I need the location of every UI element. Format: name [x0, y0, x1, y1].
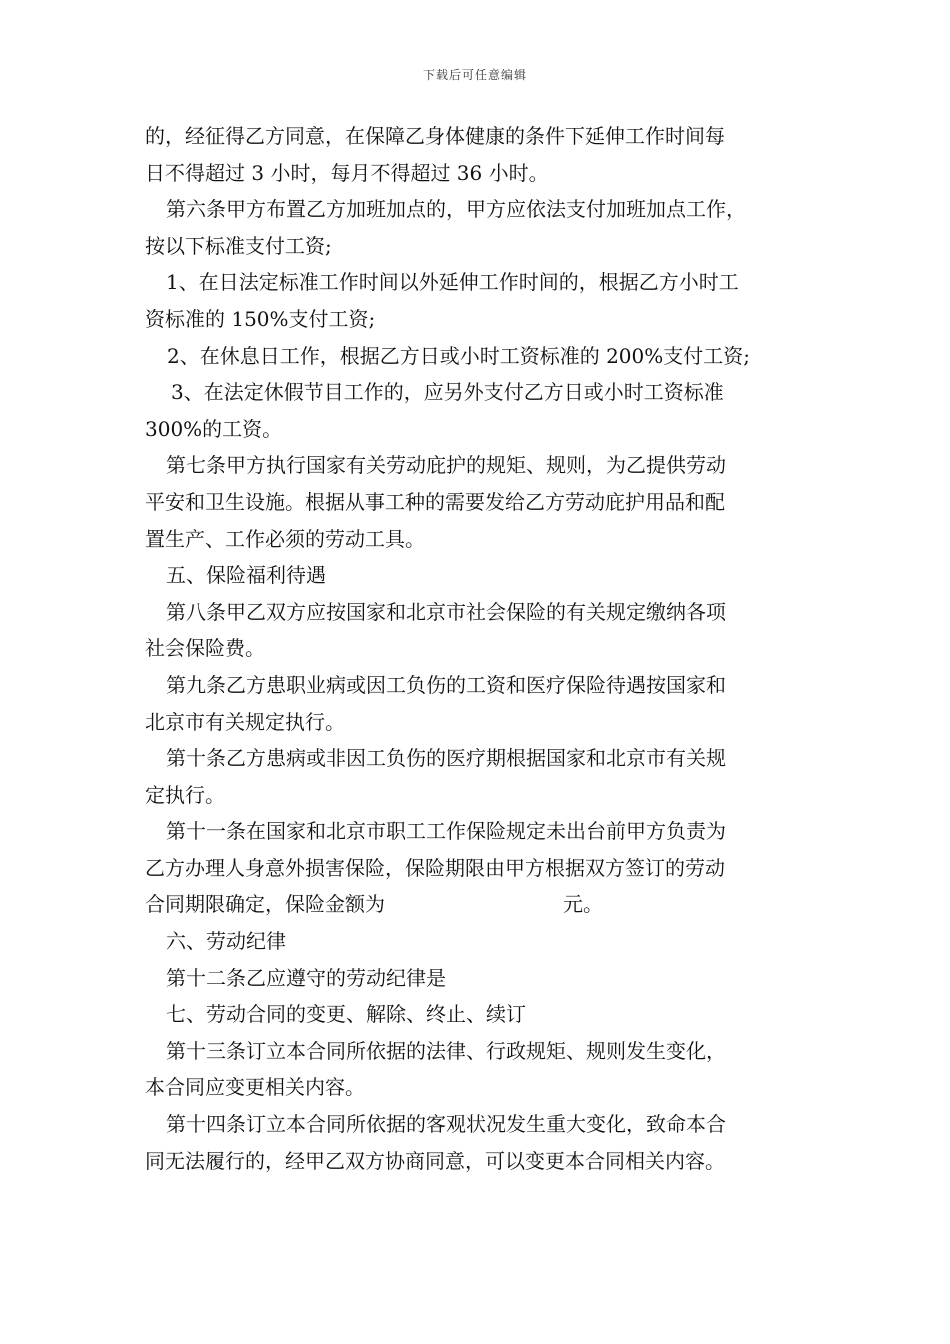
text-line: 同无法履行的，经甲乙双方协商同意，可以变更本合同相关内容。	[145, 1148, 725, 1173]
text-line: 第七条甲方执行国家有关劳动庇护的规矩、规则，为乙提供劳动	[166, 453, 726, 478]
text-line: 置生产、工作必须的劳动工具。	[145, 526, 425, 551]
text-line-with-blank	[145, 886, 810, 923]
text-line: 资标准的 150%支付工资;	[145, 306, 376, 331]
section-heading: 五、保险福利待遇	[166, 563, 326, 588]
text-line: 社会保险费。	[145, 636, 265, 661]
text-line: 第十三条订立本合同所依据的法律、行政规矩、规则发生变化，	[166, 1038, 726, 1063]
text-line: 北京市有关规定执行。	[145, 709, 345, 734]
text-line: 第六条甲方布置乙方加班加点的，甲方应依法支付加班加点工作，	[166, 197, 746, 222]
section-heading: 七、劳动合同的变更、解除、终止、续订	[166, 1002, 526, 1027]
text-line: 乙方办理人身意外损害保险，保险期限由甲方根据双方签订的劳动	[145, 855, 725, 880]
text-line: 第十四条订立本合同所依据的客观状况发生重大变化，致命本合	[166, 1112, 726, 1137]
text-line: 第十一条在国家和北京市职工工作保险规定未出台前甲方负责为	[166, 819, 726, 844]
text-line: 第九条乙方患职业病或因工负伤的工资和医疗保险待遇按国家和	[166, 672, 726, 697]
text-line: 3、在法定休假节目工作的，应另外支付乙方日或小时工资标准	[171, 380, 724, 405]
text-line: 第八条甲乙双方应按国家和北京市社会保险的有关规定缴纳各项	[166, 599, 726, 624]
text-line: 300%的工资。	[145, 416, 283, 441]
text-line: 1、在日法定标准工作时间以外延伸工作时间的，根据乙方小时工	[166, 270, 739, 295]
text-line: 定执行。	[145, 782, 225, 807]
section-heading: 六、劳动纪律	[166, 929, 286, 954]
text-line: 的，经征得乙方同意，在保障乙身体健康的条件下延伸工作时间每	[145, 124, 725, 148]
text-line: 日不得超过 3 小时，每月不得超过 36 小时。	[145, 160, 549, 185]
text-line: 第十条乙方患病或非因工负伤的医疗期根据国家和北京市有关规	[166, 746, 726, 771]
text-line: 2、在休息日工作，根据乙方日或小时工资标准的 200%支付工资;	[167, 343, 750, 368]
text-line: 平安和卫生设施。根据从事工种的需要发给乙方劳动庇护用品和配	[145, 489, 725, 514]
text-line: 第十二条乙应遵守的劳动纪律是	[166, 965, 446, 990]
text-line: 按以下标准支付工资;	[145, 233, 332, 258]
currency-unit: 元。	[563, 892, 603, 917]
insurance-amount-label: 合同期限确定，保险金额为	[145, 892, 385, 917]
page-header: 下载后可任意编辑	[422, 68, 527, 82]
text-line: 本合同应变更相关内容。	[145, 1075, 365, 1100]
document-body	[145, 118, 810, 1179]
